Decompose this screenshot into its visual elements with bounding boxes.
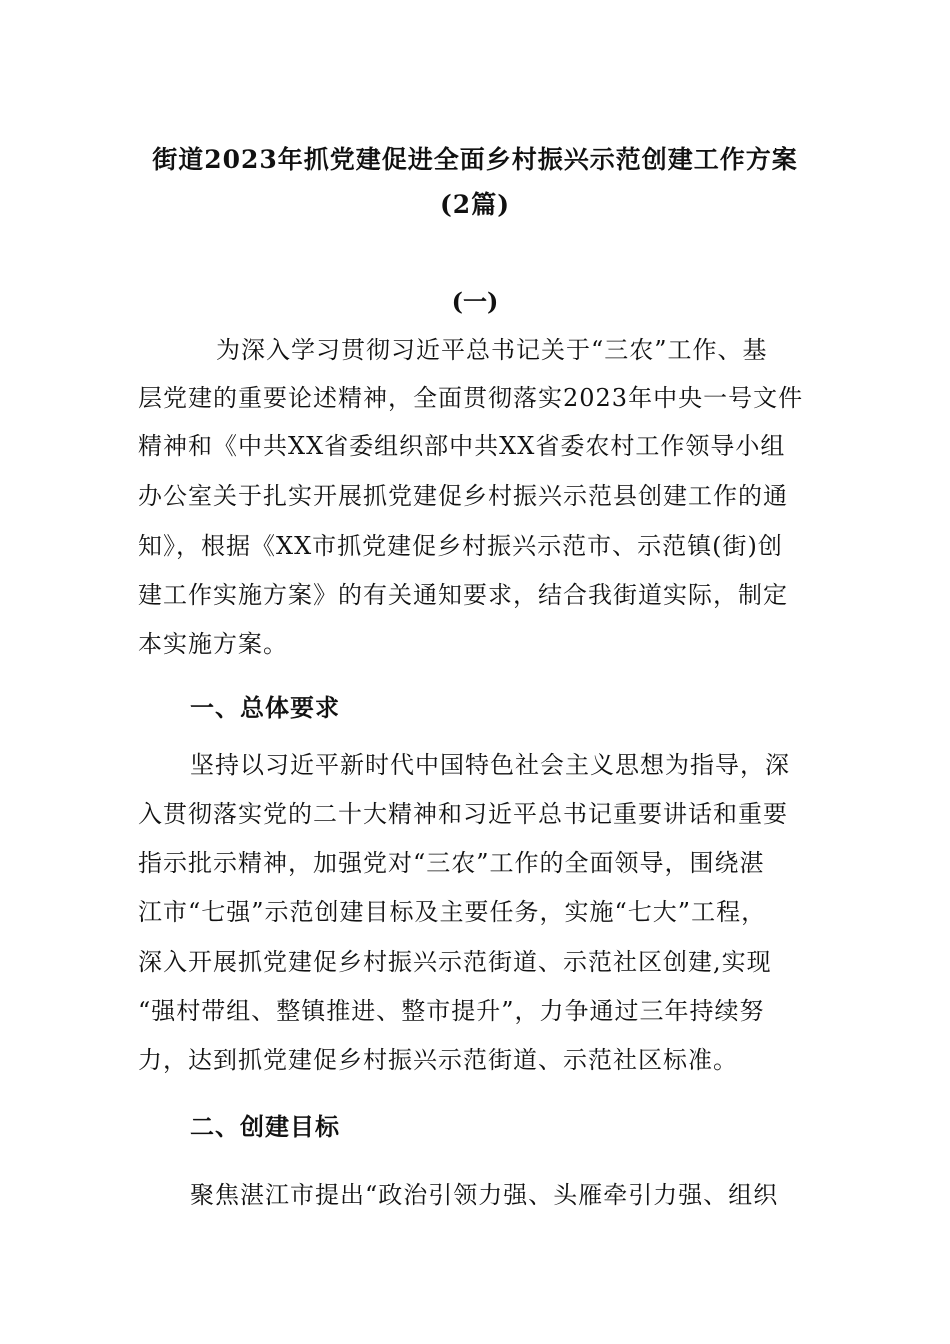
- intro-line: 精神和《中共XX省委组织部中共XX省委农村工作领导小组: [138, 432, 786, 460]
- section1-line: 力，达到抓党建促乡村振兴示范街道、示范社区标准。: [138, 1046, 738, 1074]
- document-subtitle: (2篇): [439, 190, 511, 219]
- intro-line: 建工作实施方案》的有关通知要求，结合我街道实际，制定: [138, 581, 788, 609]
- intro-line: 办公室关于扎实开展抓党建促乡村振兴示范县创建工作的通: [138, 482, 788, 510]
- section1-line: 江市“七强”示范创建目标及主要任务，实施“七大”工程，: [138, 898, 767, 926]
- section1-line: 坚持以习近平新时代中国特色社会主义思想为指导，深: [190, 751, 790, 779]
- intro-line: 本实施方案。: [138, 630, 288, 658]
- part-label: (一): [451, 287, 499, 316]
- section1-line: 入贯彻落实党的二十大精神和习近平总书记重要讲话和重要: [138, 800, 788, 828]
- intro-line: 知》，根据《XX市抓党建促乡村振兴示范市、示范镇(街)创: [138, 532, 783, 560]
- intro-line: 层党建的重要论述精神，全面贯彻落实2023年中央一号文件: [138, 384, 804, 412]
- section2-line: 聚焦湛江市提出“政治引领力强、头雁牵引力强、组织: [190, 1181, 779, 1209]
- document-title: 街道2023年抓党建促进全面乡村振兴示范创建工作方案: [152, 145, 798, 174]
- intro-line: 为深入学习贯彻习近平总书记关于“三农”工作、基: [216, 336, 768, 364]
- section-heading-creation-goals: 二、创建目标: [190, 1112, 340, 1141]
- section1-line: “强村带组、整镇推进、整市提升”，力争通过三年持续努: [138, 997, 765, 1025]
- section1-line: 指示批示精神，加强党对“三农”工作的全面领导，围绕湛: [138, 849, 765, 877]
- section-heading-overall-requirements: 一、总体要求: [190, 693, 340, 722]
- section1-line: 深入开展抓党建促乡村振兴示范街道、示范社区创建,实现: [138, 948, 772, 976]
